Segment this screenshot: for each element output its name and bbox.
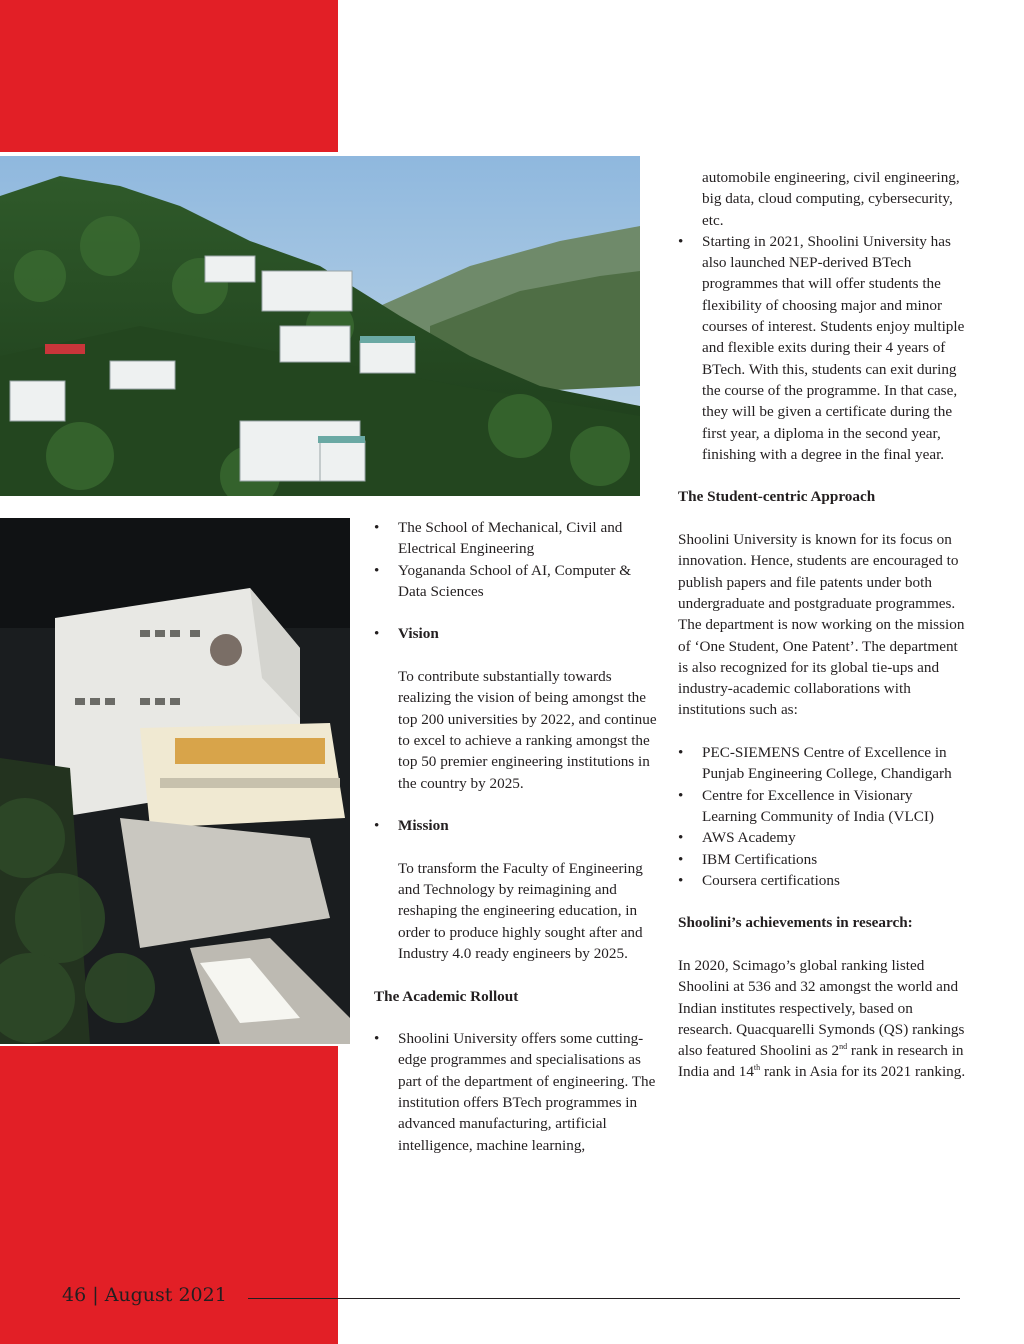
footer-separator: | xyxy=(92,1284,99,1306)
campus-hillside-photo xyxy=(0,156,640,496)
issue-date: August 2021 xyxy=(104,1284,227,1306)
list-item: • PEC-SIEMENS Centre of Excellence in Punjab Engineering College, Chandigarh xyxy=(678,744,952,783)
mission-text: To transform the Faculty of Engineering and Technology by reimagining and reshaping the engineering education, in order to produce highly sought after and Industry 4.0 ready engineers by 2025. xyxy=(398,859,643,962)
list-item: • IBM Certifications xyxy=(678,850,818,868)
list-item: • Coursera certifications xyxy=(678,871,840,889)
page-number: 46 xyxy=(62,1284,87,1306)
list-item: • Centre for Excellence in Visionary Learning Community of India (VLCI) xyxy=(678,786,934,825)
research-heading: Shoolini’s achievements in research: xyxy=(678,914,913,932)
middle-text-column xyxy=(374,517,660,1156)
list-item: • AWS Academy xyxy=(678,829,796,847)
list-item: • Shoolini University offers some cutting-edge programmes and specialisations as part of the department of engineering. The institution offers BTech programmes in advanced manufacturing, artificial intelligence, machine learning, xyxy=(374,1030,656,1154)
campus-night-building-photo xyxy=(0,518,350,1044)
rollout-continued-text: automobile engineering, civil engineering, big data, cloud computing, cybersecurity, etc. xyxy=(702,169,960,229)
vision-text: To contribute substantially towards realizing the vision of being amongst the top 200 universities by 2022, and continue to excel to achieve a ranking amongst the top 50 premier engineering institutions in the country by 2025. xyxy=(398,668,657,792)
footer-rule xyxy=(248,1298,960,1299)
list-item: • The School of Mechanical, Civil and Electrical Engineering xyxy=(374,519,623,558)
academic-rollout-heading: The Academic Rollout xyxy=(374,987,519,1005)
mission-label: • Mission xyxy=(374,817,449,835)
page-footer xyxy=(62,1284,227,1306)
red-accent-top xyxy=(0,0,338,152)
list-item: • Yogananda School of AI, Computer & Data Sciences xyxy=(374,561,632,600)
list-item: • Starting in 2021, Shoolini University has also launched NEP-derived BTech programmes that will offer students the flexibility of choosing major and minor courses of interest. Students enjoy multiple and flexible exits during their 4 years of BTech. With this, students can exit during the course of the programme. In that case, they will be given a certificate during the first year, a diploma in the second year, finishing with a degree in the final year. xyxy=(678,232,965,463)
right-text-column xyxy=(678,167,968,1083)
research-text: In 2020, Scimago’s global ranking listed Shoolini at 536 and 32 amongst the world and Indian institutes respectively, based on research. Quacquarelli Symonds (QS) rankings also featured Shoolini as 2nd rank in research in India and 14th rank in Asia for its 2021 ranking. xyxy=(678,956,966,1081)
student-centric-heading: The Student-centric Approach xyxy=(678,488,876,506)
vision-label: • Vision xyxy=(374,625,439,643)
student-centric-text: Shoolini University is known for its focus on innovation. Hence, students are encouraged to publish papers and file patents under both undergraduate and postgraduate programmes. The department is now working on the mission of ‘One Student, One Patent’. The department is also recognized for its global tie-ups and industry-academic collaborations with institutions such as: xyxy=(678,531,965,719)
